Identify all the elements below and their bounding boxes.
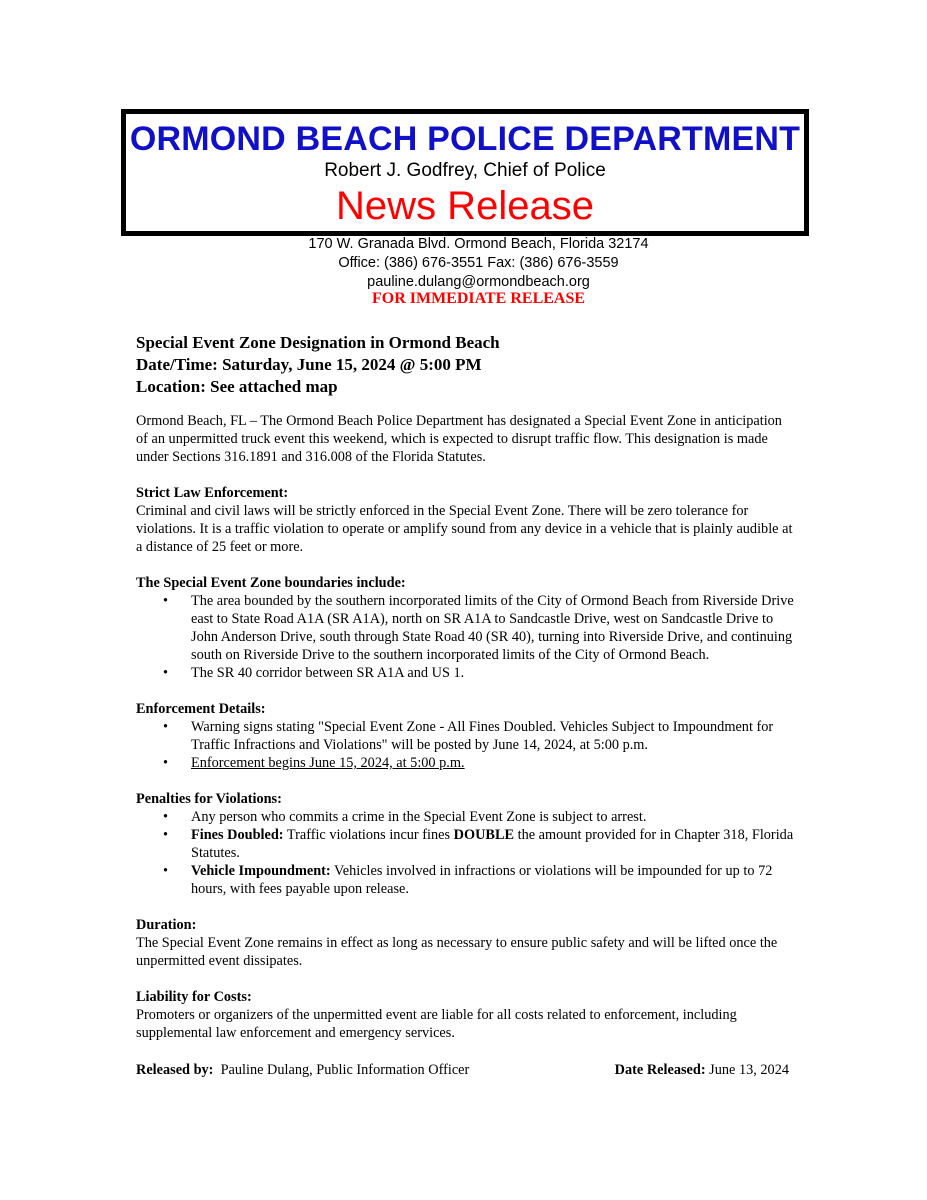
fines-doubled-label: Fines Doubled: bbox=[191, 827, 284, 843]
headline-datetime: Date/Time: Saturday, June 15, 2024 @ 5:00 PM bbox=[136, 355, 482, 374]
headline-title: Special Event Zone Designation in Ormond Beach bbox=[136, 333, 500, 352]
boundaries-list bbox=[136, 592, 796, 682]
header-box bbox=[121, 109, 809, 236]
penalties-title: Penalties for Violations: bbox=[136, 791, 282, 807]
enforcement-start-text: Enforcement begins June 15, 2024, at 5:00 p.m. bbox=[191, 755, 465, 771]
impoundment-label: Vehicle Impoundment: bbox=[191, 863, 331, 879]
liability-body: Promoters or organizers of the unpermitted event are liable for all costs related to enforcement, including supplemental law enforcement and emergency services. bbox=[136, 1007, 737, 1041]
boundary-text: The area bounded by the southern incorporated limits of the City of Ormond Beach from Riverside Drive east to State Road A1A (SR A1A), north on SR A1A to Sandcastle Drive, west on Sandcastle Drive to John Anderson Drive, south through State Road 40 (SR 40), turning into Riverside Drive, and continuing south on Riverside Drive to the southern incorporated limits of the City of Ormond Beach. bbox=[191, 593, 794, 663]
list-item bbox=[136, 754, 796, 772]
fines-text-post: the amount provided for in Chapter 318, Florida Statutes. bbox=[191, 827, 794, 861]
immediate-release-label: FOR IMMEDIATE RELEASE bbox=[371, 290, 586, 307]
enforcement-list bbox=[136, 718, 796, 772]
release-type-title: News Release bbox=[336, 184, 594, 228]
list-item bbox=[136, 862, 796, 898]
law-title: Strict Law Enforcement: bbox=[136, 485, 289, 501]
list-item bbox=[136, 826, 796, 862]
list-item bbox=[136, 664, 796, 682]
released-by-name: Pauline Dulang, Public Information Officer bbox=[220, 1062, 470, 1078]
boundaries-title: The Special Event Zone boundaries include: bbox=[136, 575, 406, 591]
bullet-icon: • bbox=[163, 665, 169, 681]
date-released bbox=[615, 1061, 789, 1079]
release-body bbox=[136, 332, 796, 1042]
contact-block bbox=[30, 235, 927, 292]
bullet-icon: • bbox=[163, 827, 169, 843]
list-item bbox=[136, 718, 796, 754]
email: pauline.dulang@ormondbeach.org bbox=[367, 274, 590, 290]
duration-body: The Special Event Zone remains in effect as long as necessary to ensure public safety and will be lifted once the unpermitted event dissipates. bbox=[136, 935, 778, 969]
headline-location: Location: See attached map bbox=[136, 377, 338, 396]
bullet-icon: • bbox=[163, 719, 169, 735]
date-released-value: June 13, 2024 bbox=[709, 1062, 789, 1078]
duration-title: Duration: bbox=[136, 917, 197, 933]
bullet-icon: • bbox=[163, 809, 169, 825]
footer bbox=[136, 1061, 789, 1079]
list-item bbox=[136, 808, 796, 826]
list-item bbox=[136, 592, 796, 664]
law-body: Criminal and civil laws will be strictly enforced in the Special Event Zone. There will be zero tolerance for violations. It is a traffic violation to operate or amplify sound from any device in a vehicle that is plainly audible at a distance of 25 feet or more. bbox=[136, 503, 793, 555]
released-by-label: Released by: bbox=[136, 1062, 214, 1078]
headline-block bbox=[136, 332, 796, 398]
bullet-icon: • bbox=[163, 593, 169, 609]
department-name: ORMOND BEACH POLICE DEPARTMENT bbox=[129, 120, 801, 158]
address: 170 W. Granada Blvd. Ormond Beach, Florida 32174 bbox=[308, 236, 649, 252]
penalties-list bbox=[136, 808, 796, 898]
enforcement-title: Enforcement Details: bbox=[136, 701, 266, 717]
date-released-label: Date Released: bbox=[614, 1062, 706, 1078]
intro-paragraph: Ormond Beach, FL – The Ormond Beach Police Department has designated a Special Event Zone in anticipation of an unpermitted truck event this weekend, which is expected to disrupt traffic flow. This designation is made under Sections 316.1891 and 316.008 of the Florida Statutes. bbox=[136, 413, 782, 465]
phone-fax: Office: (386) 676-3551 Fax: (386) 676-3559 bbox=[338, 255, 619, 271]
double-emphasis: DOUBLE bbox=[453, 827, 515, 843]
enforcement-text: Warning signs stating "Special Event Zone - All Fines Doubled. Vehicles Subject to Impoundment for Traffic Infractions and Violations" will be posted by June 14, 2024, at 5:00 p.m. bbox=[191, 719, 774, 753]
liability-title: Liability for Costs: bbox=[136, 989, 252, 1005]
fines-text-pre: Traffic violations incur fines bbox=[283, 827, 454, 843]
boundary-text: The SR 40 corridor between SR A1A and US 1. bbox=[191, 665, 465, 681]
chief-of-police: Robert J. Godfrey, Chief of Police bbox=[324, 160, 606, 181]
impoundment-text: Vehicles involved in infractions or violations will be impounded for up to 72 hours, with fees payable upon release. bbox=[191, 863, 773, 897]
bullet-icon: • bbox=[163, 863, 169, 879]
penalty-arrest-text: Any person who commits a crime in the Special Event Zone is subject to arrest. bbox=[191, 809, 647, 825]
released-by bbox=[136, 1062, 469, 1078]
bullet-icon: • bbox=[163, 755, 169, 771]
